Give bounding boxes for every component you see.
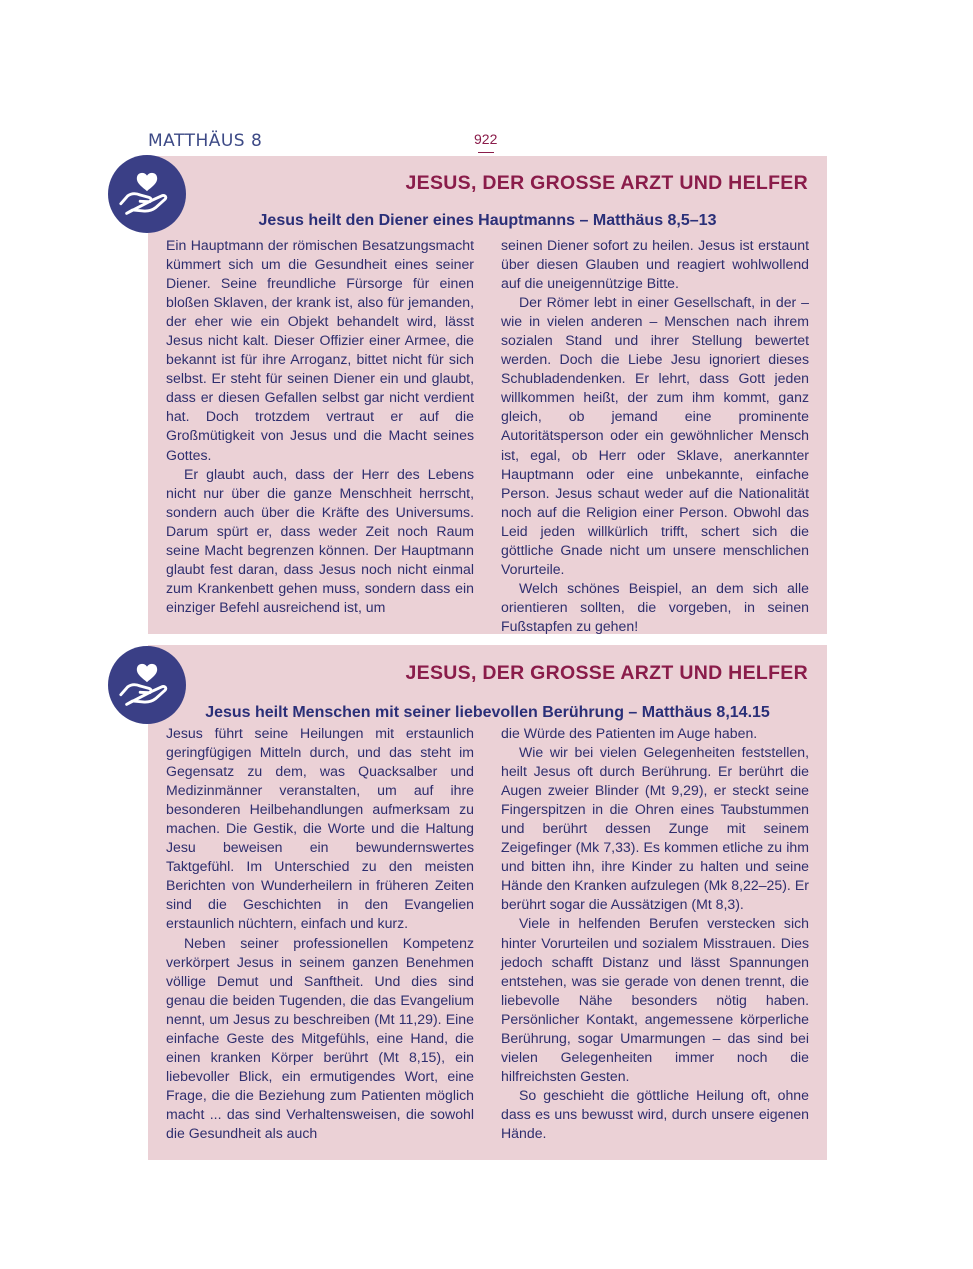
paragraph: Wie wir bei vielen Gelegenheiten feststellen, heilt Jesus oft durch Berührung. Er berührt die Augen zweier Blinder (Mt 9,29), er steckt seine Fingerspitzen in die Ohren eines Taubstummen und berührt dessen Zunge mit seinem Zeigefinger (Mk 7,33). Es kommen etliche zu ihm und bitten ihn, ihre Kinder zu halten und seine Hände den Kranken aufzulegen (Mk 8,22–25). Er berührt sogar die Aussätzigen (Mt 8,3).: [501, 744, 809, 913]
text-column-right: [501, 236, 809, 636]
page-number-rule: [478, 152, 494, 153]
text-column-right: [501, 724, 809, 1143]
running-head: MATTHÄUS 8: [148, 131, 263, 151]
paragraph: Jesus führt seine Heilungen mit erstaunlich geringfügigen Mitteln durch, und das steht im Gegensatz zu dem, was Quacksalber und Medizinmänner veranstalten, um auf ihre besonderen Heilbehandlungen aufmerksam zu machen. Die Gestik, die Worte und die Haltung Jesu beweisen ein bewundernswertes Taktgefühl. Im Unterschied zu den meisten Berichten von Wunderheilern in früheren Zeiten sind die Geschichten in den Evangelien erstaunlich nüchtern, einfach und kurz.: [166, 725, 474, 932]
text-column-left: [166, 724, 474, 1143]
paragraph: seinen Diener sofort zu heilen. Jesus ist erstaunt über diesen Glauben und reagiert wohlwollend auf die uneigennützige Bitte.: [501, 237, 809, 292]
section-subtitle: Jesus heilt Menschen mit seiner liebevollen Berührung – Matthäus 8,14.15: [205, 704, 770, 721]
section-subtitle: Jesus heilt den Diener eines Hauptmanns – Matthäus 8,5–13: [258, 212, 717, 229]
paragraph: Viele in helfenden Berufen verstecken sich hinter Vorurteilen und sozialem Misstrauen. Dies jedoch schafft Distanz und lässt Spannungen entstehen, was sie gerade von denen trennt, die liebevolle Nähe besonders nötig haben. Persönlicher Kontakt, angemessene körperliche Berührung, sogar Umarmungen – das sind bei vielen Gelegenheiten immer noch die hilfreichsten Gesten.: [501, 915, 809, 1084]
paragraph: Der Römer lebt in einer Gesellschaft, in der – wie in vielen anderen – Menschen nach ihrem sozialen Stand und ihrer Stellung bewertet werden. Doch die Liebe Jesu ignoriert dieses Schubladendenken. Er lehrt, dass Gott jeden willkommen heißt, der zum ihm kommt, ganz gleich, ob jemand eine prominente Autoritätsperson oder ein gewöhnlicher Mensch ist, egal, ob Herr oder Sklave, anerkannter Hauptmann oder eine unbekannte, einfache Person. Jesus schaut weder auf die Nationalität noch auf die Religion einer Person. Obwohl das Leid jeden willkürlich trifft, schert sich die göttliche Gnade nicht um unsere menschlichen Vorurteile.: [501, 294, 809, 577]
section-title: JESUS, DER GROSSE ARZT UND HELFER: [405, 172, 808, 194]
section-title: JESUS, DER GROSSE ARZT UND HELFER: [405, 662, 808, 684]
text-column-left: [166, 236, 474, 617]
paragraph: die Würde des Patienten im Auge haben.: [501, 725, 758, 741]
paragraph: Er glaubt auch, dass der Herr des Lebens nicht nur über die ganze Menschheit herrscht, sondern auch über die Kräfte des Universums. Darum spürt er, dass weder Zeit noch Raum seine Macht begrenzen können. Der Hauptmann glaubt fest daran, dass Jesus noch nicht einmal zum Krankenbett gehen muss, sondern dass ein einziger Befehl ausreichend ist, um: [166, 465, 474, 615]
paragraph: So geschieht die göttliche Heilung oft, ohne dass es uns bewusst wird, durch unsere eigenen Hände.: [501, 1086, 809, 1141]
paragraph: Ein Hauptmann der römischen Besatzungsmacht kümmert sich um die Gesundheit eines seiner Diener. Seine freundliche Fürsorge für einen bloßen Sklaven, der krank ist, also für jemanden, der eher wie ein Objekt behandelt wird, lässt Jesus nicht kalt. Dieser Offizier einer Armee, die bekannt ist für ihre Arroganz, bittet nicht für sich selbst. Er steht für seinen Diener ein und glaubt, dass er diesen Gefallen selbst gar nicht verdient hat. Doch trotzdem vertraut er auf die Großmütigkeit von Jesus und die Macht seines Gottes.: [166, 237, 474, 463]
paragraph: Welch schönes Beispiel, an dem sich alle orientieren sollten, die vorgeben, in seinen Fußstapfen zu gehen!: [501, 579, 809, 634]
paragraph: Neben seiner professionellen Kompetenz verkörpert Jesus in seinem ganzen Benehmen völlige Demut und Sanftheit. Und dies sind genau die beiden Tugenden, die das Evangelium nennt, um Jesus zu beschreiben (Mt 11,29). Eine einfache Geste des Mitgefühls, eine Hand, die einen kranken Körper berührt (Mt 8,15), ein liebevoller Blick, ein ermutigendes Wort, eine Frage, die die Beziehung zum Patienten möglich macht ... das sind Verhaltensweisen, die sowohl die Gesundheit als auch: [166, 934, 474, 1141]
page-number: 922: [474, 131, 498, 147]
